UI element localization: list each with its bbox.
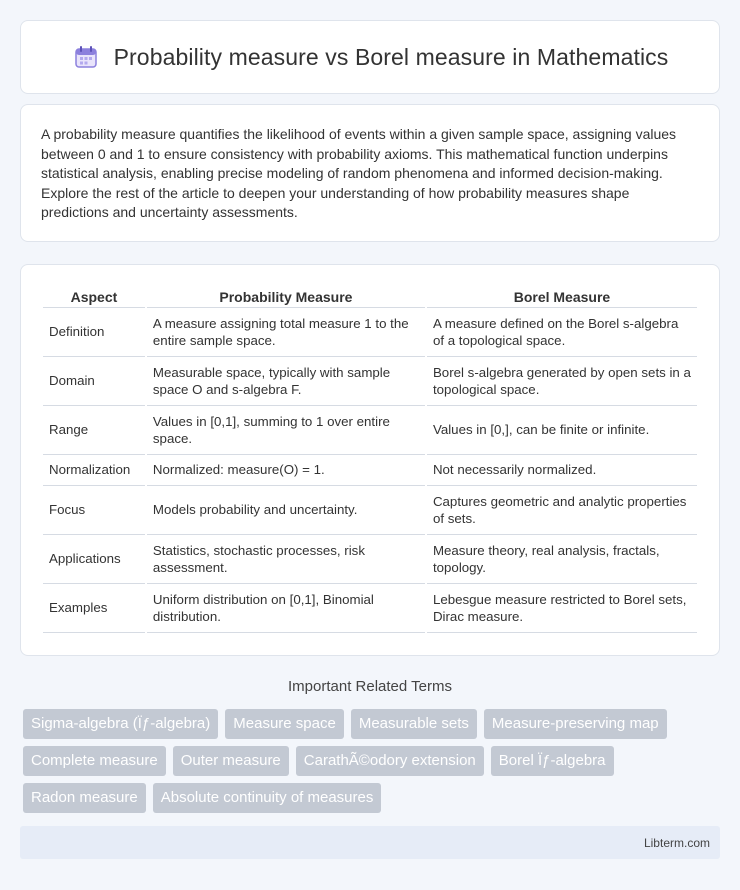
intro-text: A probability measure quantifies the likelihood of events within a given sample space, assigning values between 0 and 1 to ensure consistency with probability axioms. This mathematical function underpins statistical analysis, enabling precise modeling of random phenomena and informed decision-making. Explore the rest of the article to deepen your understanding of how probability measures shape predictions and uncertainty assessments. <box>41 126 677 220</box>
row-probability: A measure assigning total measure 1 to the entire sample space. <box>147 308 425 357</box>
footer-site-link[interactable]: Libterm.com <box>643 835 710 850</box>
table-row <box>43 584 697 633</box>
intro-card <box>20 104 720 242</box>
table-row <box>43 308 697 357</box>
row-aspect: Domain <box>43 357 145 406</box>
calendar-icon <box>72 43 100 71</box>
table-row <box>43 455 697 486</box>
header-aspect: Aspect <box>43 285 145 308</box>
related-term-tag[interactable]: CarathÃ©odory extension <box>296 746 484 776</box>
table-row <box>43 535 697 584</box>
row-aspect: Focus <box>43 486 145 535</box>
row-aspect: Definition <box>43 308 145 357</box>
related-term-tag[interactable]: Measurable sets <box>351 709 477 739</box>
related-term-tag[interactable]: Measure space <box>225 709 344 739</box>
related-term-tag[interactable]: Complete measure <box>23 746 166 776</box>
row-aspect: Applications <box>43 535 145 584</box>
header-card <box>20 20 720 94</box>
comparison-table <box>41 285 699 633</box>
row-borel: Lebesgue measure restricted to Borel sets, Dirac measure. <box>427 584 697 633</box>
table-row <box>43 357 697 406</box>
table-row <box>43 486 697 535</box>
related-term-tag[interactable]: Measure-preserving map <box>484 709 667 739</box>
row-probability: Measurable space, typically with sample space O and s-algebra F. <box>147 357 425 406</box>
row-aspect: Examples <box>43 584 145 633</box>
row-borel: Captures geometric and analytic properties of sets. <box>427 486 697 535</box>
footer <box>20 826 720 859</box>
related-term-tag[interactable]: Sigma-algebra (Ïƒ-algebra) <box>23 709 218 739</box>
row-borel: A measure defined on the Borel s-algebra of a topological space. <box>427 308 697 357</box>
row-aspect: Range <box>43 406 145 455</box>
table-row <box>43 406 697 455</box>
related-term-tag[interactable]: Outer measure <box>173 746 289 776</box>
header-borel-measure: Borel Measure <box>427 285 697 308</box>
row-borel: Not necessarily normalized. <box>427 455 697 486</box>
row-probability: Values in [0,1], summing to 1 over entire space. <box>147 406 425 455</box>
row-borel: Values in [0,], can be finite or infinite. <box>427 406 697 455</box>
related-term-tag[interactable]: Absolute continuity of measures <box>153 783 382 813</box>
header-probability-measure: Probability Measure <box>147 285 425 308</box>
related-terms-title: Important Related Terms <box>288 678 452 695</box>
page-title: Probability measure vs Borel measure in Mathematics <box>113 43 669 70</box>
row-probability: Normalized: measure(O) = 1. <box>147 455 425 486</box>
related-term-tag[interactable]: Radon measure <box>23 783 146 813</box>
related-term-tag[interactable]: Borel Ïƒ-algebra <box>491 746 614 776</box>
row-aspect: Normalization <box>43 455 145 486</box>
row-borel: Measure theory, real analysis, fractals, topology. <box>427 535 697 584</box>
row-probability: Statistics, stochastic processes, risk assessment. <box>147 535 425 584</box>
comparison-card <box>20 264 720 656</box>
table-header-row <box>43 285 697 308</box>
row-probability: Uniform distribution on [0,1], Binomial distribution. <box>147 584 425 633</box>
row-borel: Borel s-algebra generated by open sets in a topological space. <box>427 357 697 406</box>
row-probability: Models probability and uncertainty. <box>147 486 425 535</box>
related-terms-list <box>20 709 720 813</box>
